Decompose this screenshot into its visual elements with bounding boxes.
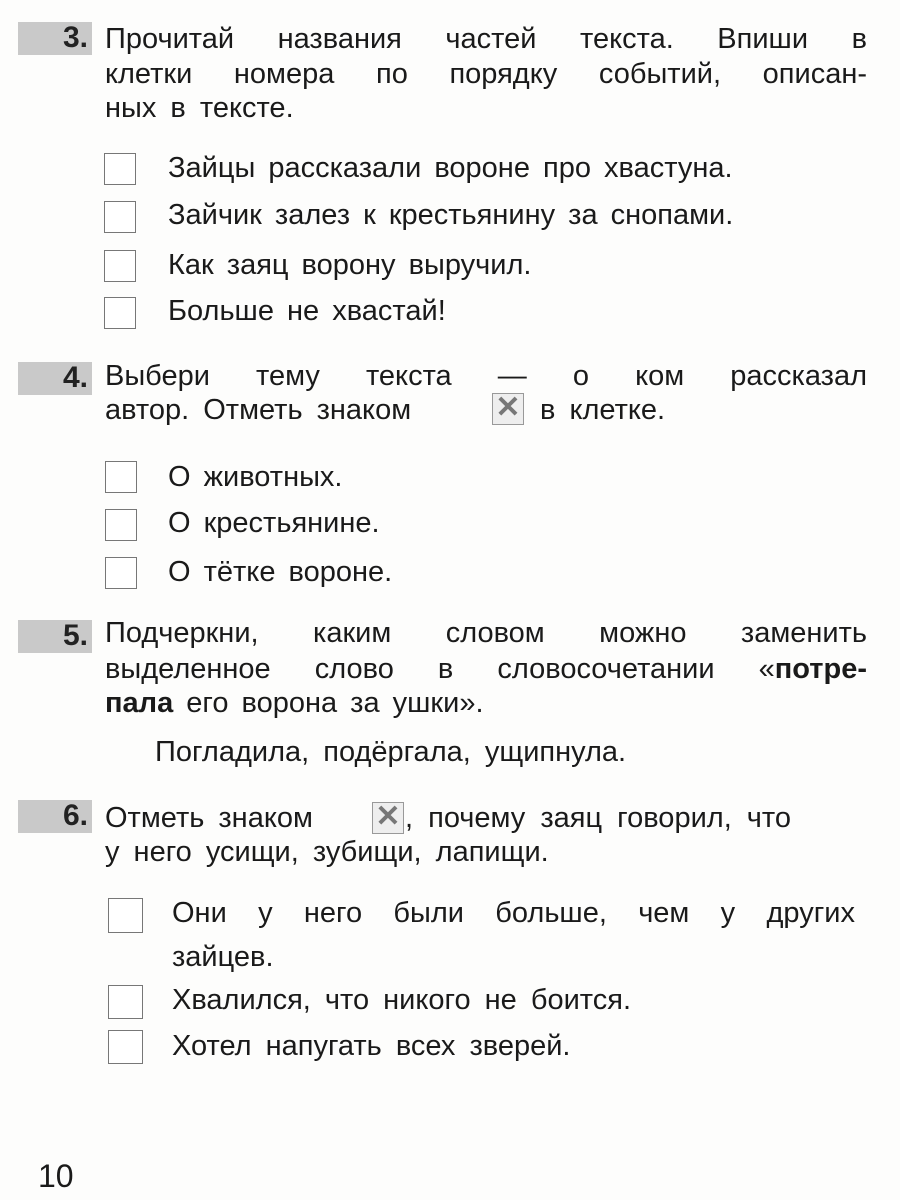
question-text: Выбери тему текста — о ком рассказал: [105, 360, 867, 392]
answer-checkbox[interactable]: [105, 461, 137, 493]
question-text: у него усищи, зубищи, лапищи.: [105, 836, 549, 868]
question-number-badge: [18, 22, 92, 55]
option-text: О крестьянине.: [168, 507, 380, 539]
question-number: 4.: [62, 361, 88, 394]
text-part: его ворона за ушки».: [173, 687, 484, 719]
question-text: Прочитай названия частей текста. Впиши в: [105, 23, 867, 55]
option-text: Как заяц ворону выручил.: [168, 249, 532, 281]
question-text: Отметь знаком: [105, 802, 313, 834]
option-text: О тётке вороне.: [168, 556, 393, 588]
option-text: зайцев.: [172, 941, 274, 973]
answer-checkbox[interactable]: [104, 201, 136, 233]
option-text: О животных.: [168, 461, 343, 493]
text-part: выделенное слово в словосочетании «: [105, 653, 775, 685]
question-number-badge: [18, 620, 92, 653]
answer-checkbox[interactable]: [108, 1030, 143, 1064]
highlighted-word: потре-: [774, 653, 867, 685]
option-text: Зайчик залез к крестьянину за снопами.: [168, 199, 734, 231]
answer-checkbox[interactable]: [105, 557, 137, 589]
answer-checkbox[interactable]: [104, 153, 136, 185]
question-number: 6.: [62, 799, 88, 832]
option-text: Зайцы рассказали вороне про хвастуна.: [168, 152, 733, 184]
option-text: Больше не хвастай!: [168, 295, 446, 327]
question-text: ных в тексте.: [105, 92, 294, 124]
cross-mark-icon: ✕: [492, 393, 524, 425]
cross-mark-icon: ✕: [372, 802, 404, 834]
answer-checkbox[interactable]: [108, 898, 143, 933]
question-text: [105, 652, 867, 686]
question-text: клетки номера по порядку событий, описан-: [105, 58, 867, 90]
question-text: в клетке.: [540, 394, 666, 426]
option-text: Хвалился, что никого не боится.: [172, 984, 631, 1016]
question-number-badge: [18, 800, 92, 833]
question-text: Подчеркни, каким словом можно заменить: [105, 617, 867, 649]
question-number-badge: [18, 362, 92, 395]
question-number: 5.: [62, 619, 88, 652]
option-text: Они у него были больше, чем у других: [172, 897, 855, 929]
answer-words[interactable]: Погладила, подёргала, ущипнула.: [155, 736, 627, 768]
page-number: 10: [38, 1158, 74, 1194]
question-text: [105, 686, 484, 720]
answer-checkbox[interactable]: [104, 297, 136, 329]
question-text: автор. Отметь знаком: [105, 394, 412, 426]
answer-checkbox[interactable]: [104, 250, 136, 282]
highlighted-word: пала: [105, 687, 174, 719]
option-text: Хотел напугать всех зверей.: [172, 1030, 571, 1062]
question-text: , почему заяц говорил, что: [405, 802, 791, 834]
answer-checkbox[interactable]: [105, 509, 137, 541]
question-number: 3.: [62, 21, 88, 54]
answer-checkbox[interactable]: [108, 985, 143, 1019]
